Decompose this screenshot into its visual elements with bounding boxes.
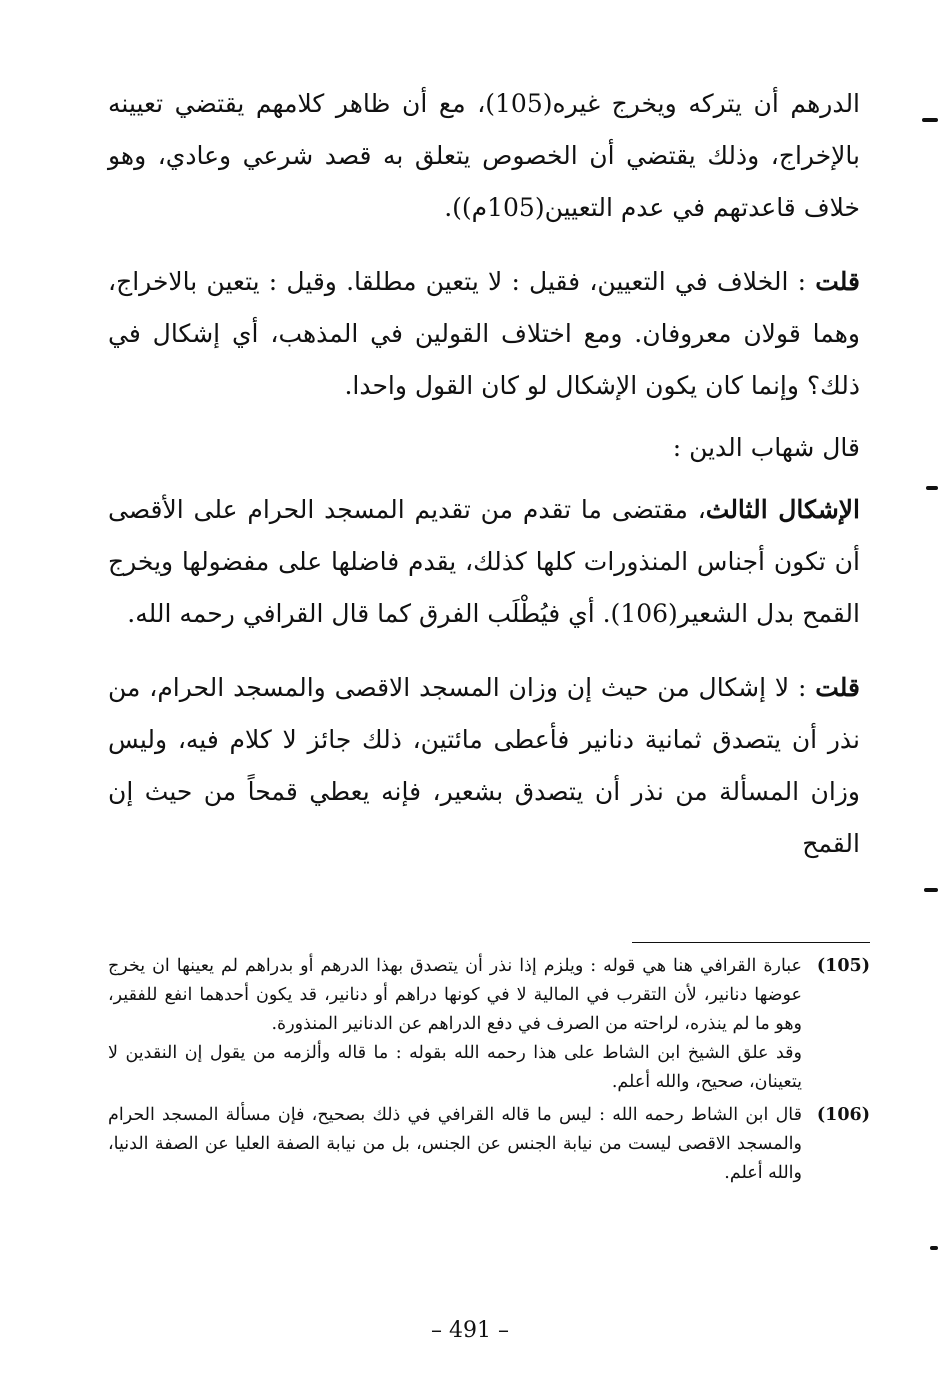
margin-mark (926, 486, 938, 490)
footnote-106 (108, 1101, 870, 1188)
paragraph-text: ، مقتضى ما تقدم من تقديم المسجد الحرام على الأقصى أن تكون أجناس المنذورات كلها كذلك، يقدم فاضلها على مفضولها ويخرج القمح بدل الشعير(106). أي فيُطْلَب الفرق كما قال القرافي رحمه الله. (108, 495, 860, 628)
paragraph-1 (108, 78, 860, 234)
footnote-body (108, 952, 802, 1097)
margin-mark (924, 888, 938, 892)
paragraph-text: : الخلاف في التعيين، فقيل : لا يتعين مطلقا. وقيل : يتعين بالاخراج، وهما قولان معروفان. ومع اختلاف القولين في المذهب، أي إشكال في ذلك؟ وإنما كان يكون الإشكال لو كان القول واحدا. (108, 267, 860, 400)
footnote-105 (108, 952, 870, 1097)
footnote-line: قال ابن الشاط رحمه الله : ليس ما قاله القرافي في ذلك بصحيح، فإن مسألة المسجد الحرام والمسجد الاقصى ليست من نيابة الجنس عن الجنس، بل من نيابة الصفة العليا عن الصفة الدنيا، والله أعلم. (108, 1105, 802, 1183)
paragraph-text: : لا إشكال من حيث إن وزان المسجد الاقصى والمسجد الحرام، من نذر أن يتصدق ثمانية دنانير فأعطى مائتين، ذلك جائز لا كلام فيه، وليس وزان المسألة من نذر أن يتصدق بشعير، فإنه يعطي قمحاً من حيث إن القمح (108, 673, 860, 858)
page-number: – 491 – (431, 1318, 509, 1343)
margin-mark (930, 1246, 938, 1250)
paragraph-5 (108, 662, 860, 870)
main-text (108, 78, 860, 870)
footnote-line: وقد علق الشيخ ابن الشاط على هذا رحمه الله بقوله : ما قاله وألزمه من يقول إن النقدين لا يتعينان، صحيح، والله أعلم. (108, 1043, 802, 1092)
footnote-number: (105) (816, 956, 870, 976)
paragraph-text: الدرهم أن يتركه ويخرج غيره(105)، مع أن ظاهر كلامهم يقتضي تعيينه بالإخراج، وذلك يقتضي أن الخصوص يتعلق به قصد شرعي وعادي، وهو خلاف قاعدتهم في عدم التعيين(105م)). (108, 89, 861, 222)
paragraph-2 (108, 256, 860, 412)
paragraph-text: قال شهاب الدين : (672, 433, 860, 462)
paragraph-lead: الإشكال الثالث (705, 495, 860, 524)
footnotes (108, 952, 870, 1188)
paragraph-3 (108, 422, 860, 474)
margin-mark (922, 118, 938, 122)
paragraph-4 (108, 484, 860, 640)
footnote-body (108, 1101, 802, 1188)
paragraph-lead: قلت (815, 673, 860, 702)
footnote-separator (632, 942, 870, 943)
paragraph-lead: قلت (815, 267, 860, 296)
footnote-number: (106) (816, 1105, 870, 1125)
footnote-line: عبارة القرافي هنا هي قوله : ويلزم إذا نذر أن يتصدق بهذا الدرهم أو بدراهم لم يعينها ان يخرج عوضها دنانير، لأن التقرب في المالية لا في كونها دراهم أو دنانير، قد يكون أحدهما انفع للفقير، وهو ما لم ينذره، لراحته من الصرف في دفع الدراهم عن الدنانير المنذورة. (108, 956, 802, 1034)
